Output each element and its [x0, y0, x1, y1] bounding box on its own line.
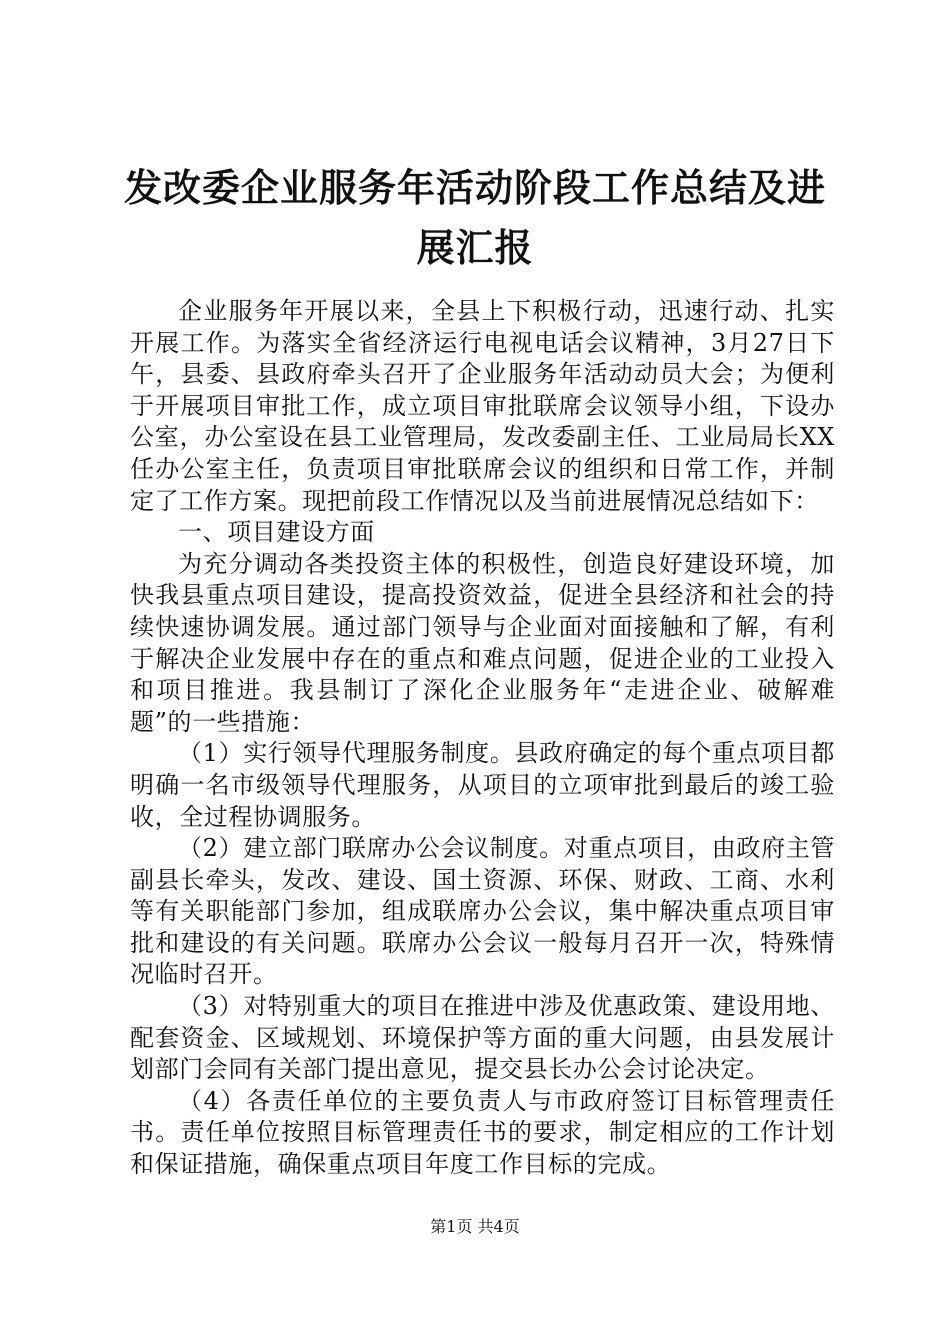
paragraph-measure-1: （1）实行领导代理服务制度。县政府确定的每个重点项目都明确一名市级领导代理服务，从项目的立项审批到最后的竣工验收，全过程协调服务。	[130, 739, 835, 831]
paragraph-measure-3: （3）对特别重大的项目在推进中涉及优惠政策、建设用地、配套资金、区域规划、环境保护等方面的重大问题，由县发展计划部门会同有关部门提出意见，提交县长办公会讨论决定。	[130, 992, 835, 1084]
paragraph-measures-intro: 为充分调动各类投资主体的积极性，创造良好建设环境，加快我县重点项目建设，提高投资效益，促进全县经济和社会的持续快速协调发展。通过部门领导与企业面对面接触和了解，有利于解决企业发展中存在的重点和难点问题，促进企业的工业投入和项目推进。我县制订了深化企业服务年“走进企业、破解难题”的一些措施：	[130, 549, 835, 736]
paragraph-measure-2: （2）建立部门联席办公会议制度。对重点项目，由政府主管副县长牵头，发改、建设、国土资源、环保、财政、工商、水利等有关职能部门参加，组成联席办公会议，集中解决重点项目审批和建设的有关问题。联席办公会议一般每月召开一次，特殊情况临时召开。	[130, 834, 835, 989]
document-body	[130, 296, 835, 1181]
paragraph-measure-4: （4）各责任单位的主要负责人与市政府签订目标管理责任书。责任单位按照目标管理责任书的要求，制定相应的工作计划和保证措施，确保重点项目年度工作目标的完成。	[130, 1086, 835, 1179]
paragraph-intro: 企业服务年开展以来，全县上下积极行动，迅速行动、扎实开展工作。为落实全省经济运行电视电话会议精神，3月27日下午，县委、县政府牵头召开了企业服务年活动动员大会；为便利于开展项目审批工作，成立项目审批联席会议领导小组，下设办公室，办公室设在县工业管理局，发改委副主任、工业局局长XX任办公室主任，负责项目审批联席会议的组织和日常工作，并制定了工作方案。现把前段工作情况以及当前进展情况总结如下：	[130, 297, 835, 515]
document-title: 发改委企业服务年活动阶段工作总结及进展汇报	[123, 165, 826, 270]
section-heading-project-construction: 一、项目建设方面	[178, 518, 375, 547]
page-number-footer: 第1页 共4页	[430, 1217, 520, 1236]
